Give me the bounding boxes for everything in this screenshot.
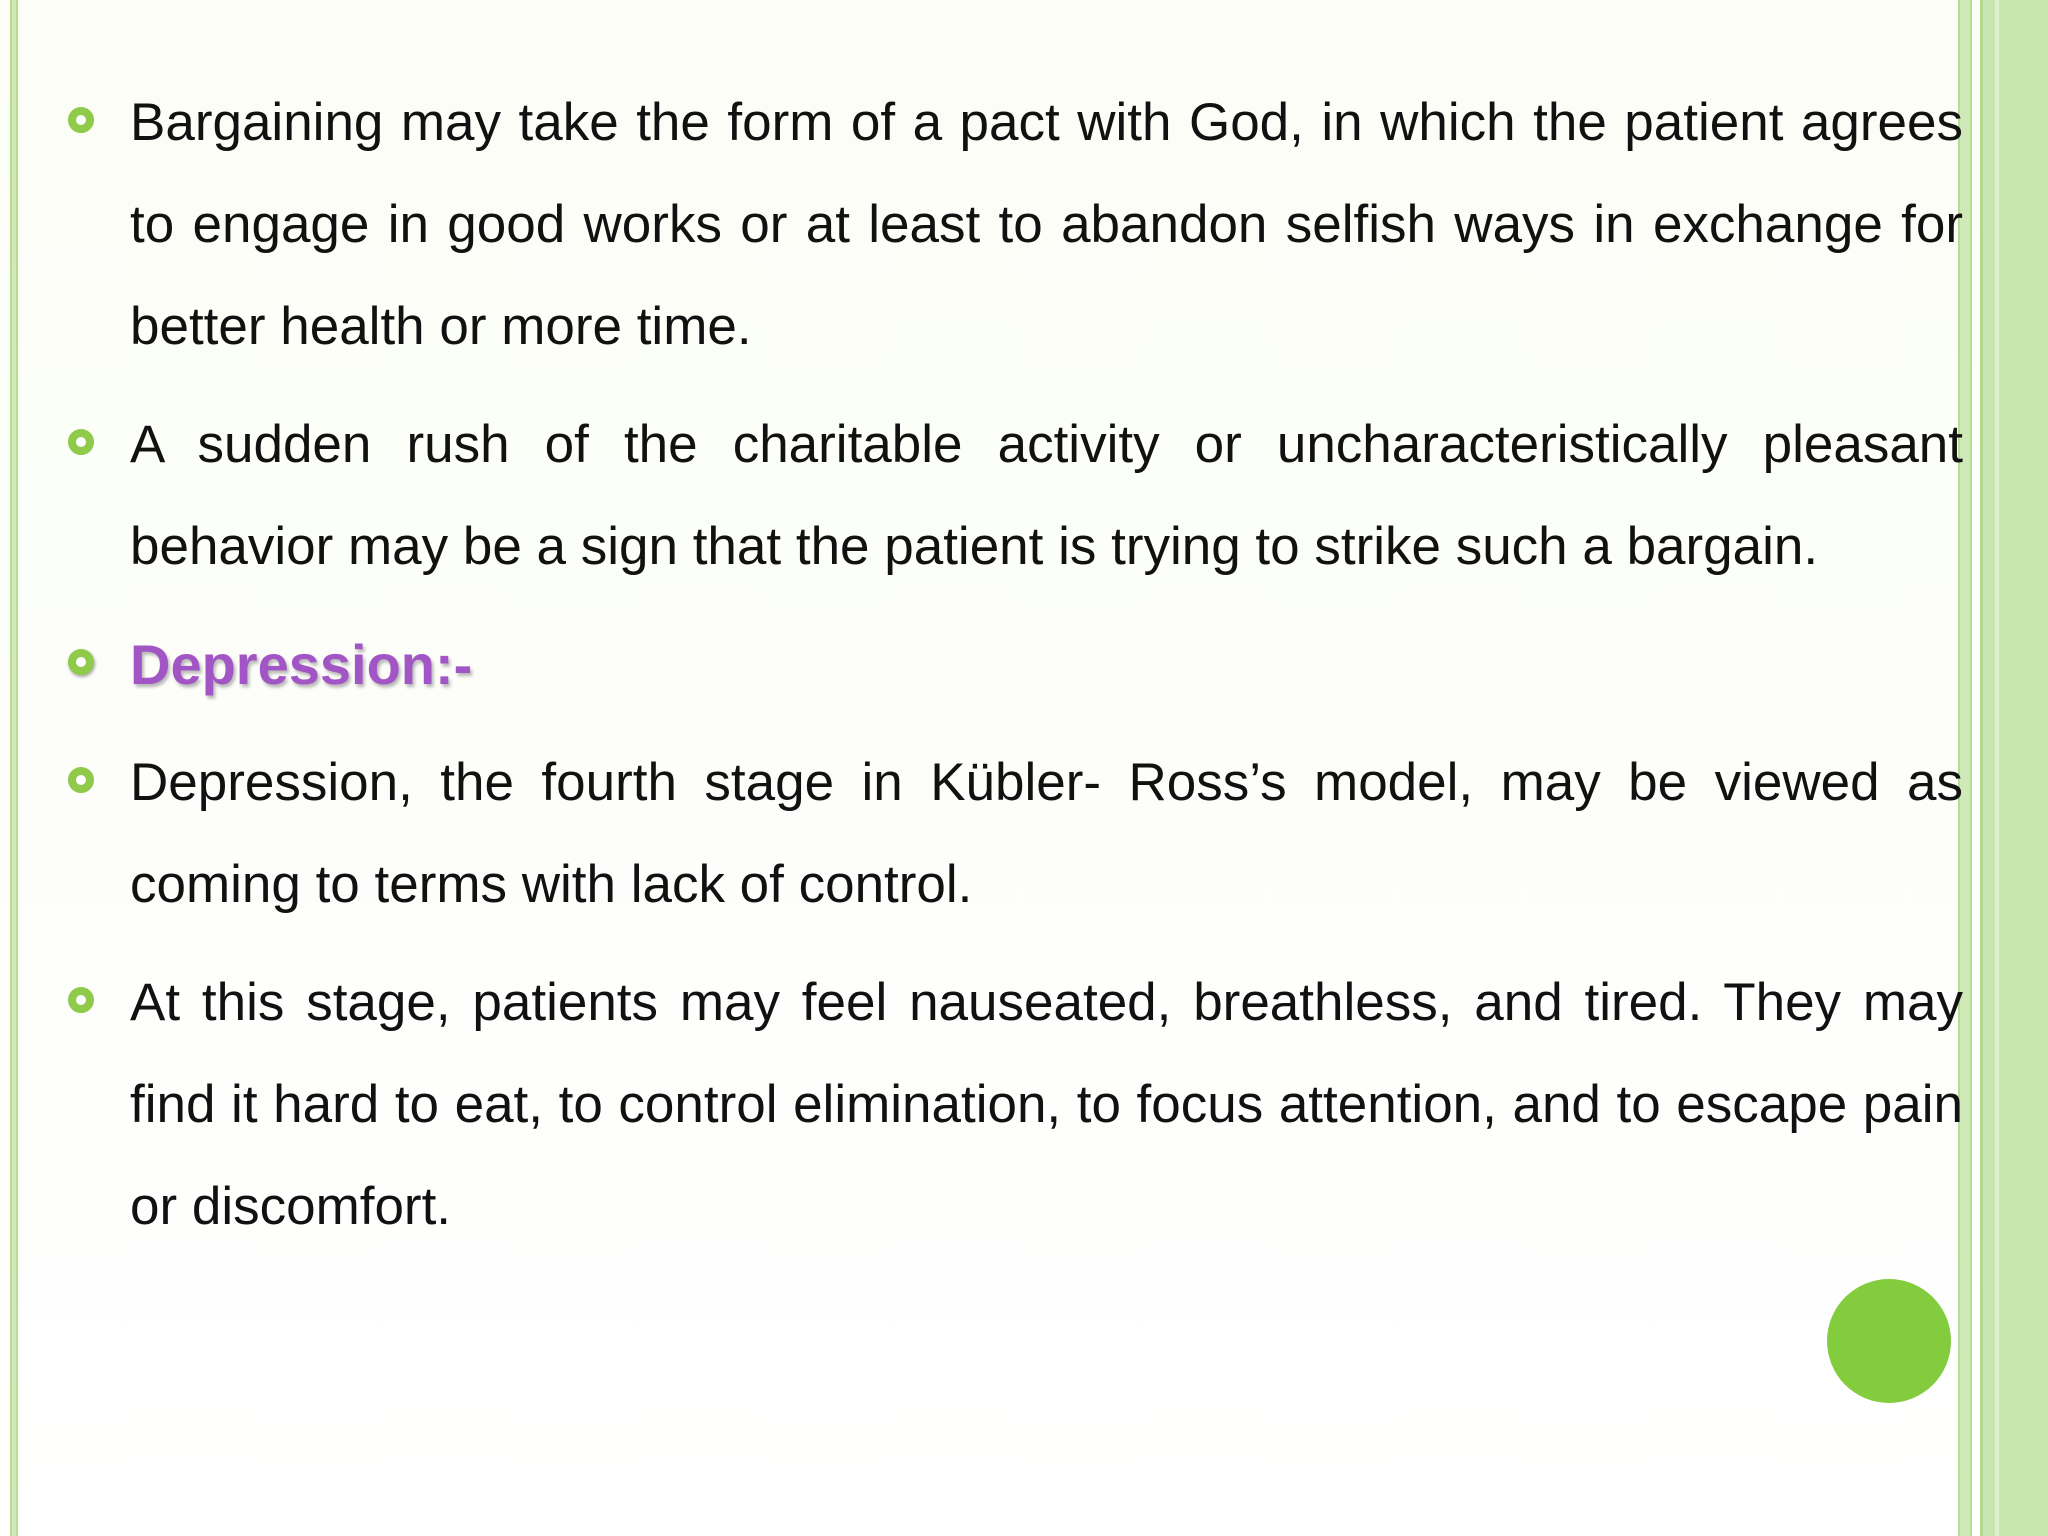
bullet-item-symptoms	[66, 952, 1963, 1258]
bullet-text: A sudden rush of the charitable activity or uncharacteristically pleasant behavior may be a sign that the patient is trying to strike such a bargain.	[130, 415, 1963, 576]
bullet-item-fourth-stage	[66, 732, 1963, 936]
hollow-circle-bullet-icon	[68, 767, 94, 793]
green-circle-decoration-icon	[1827, 1279, 1951, 1403]
hollow-circle-bullet-icon	[68, 429, 94, 455]
slide-content	[66, 72, 1963, 1258]
bullet-text: Depression, the fourth stage in Kübler- Ross’s model, may be viewed as coming to terms with lack of control.	[130, 753, 1963, 914]
bullet-text: At this stage, patients may feel nauseated, breathless, and tired. They may find it hard to eat, to control elimination, to focus attention, and to escape pain or discomfort.	[130, 973, 1963, 1236]
left-border-rule	[10, 0, 18, 1536]
bullet-text: Bargaining may take the form of a pact with God, in which the patient agrees to engage in good works or at least to abandon selfish ways in exchange for better health or more time.	[130, 93, 1963, 356]
hollow-circle-bullet-icon	[68, 987, 94, 1013]
bullet-item-bargaining-pact	[66, 72, 1963, 378]
hollow-circle-bullet-icon	[68, 107, 94, 133]
section-heading: Depression:-	[130, 633, 473, 696]
bullet-item-depression-heading	[66, 614, 1963, 716]
bullet-item-charitable-activity	[66, 394, 1963, 598]
hollow-circle-bullet-icon	[68, 649, 94, 675]
right-outer-border-band	[1980, 0, 2048, 1536]
